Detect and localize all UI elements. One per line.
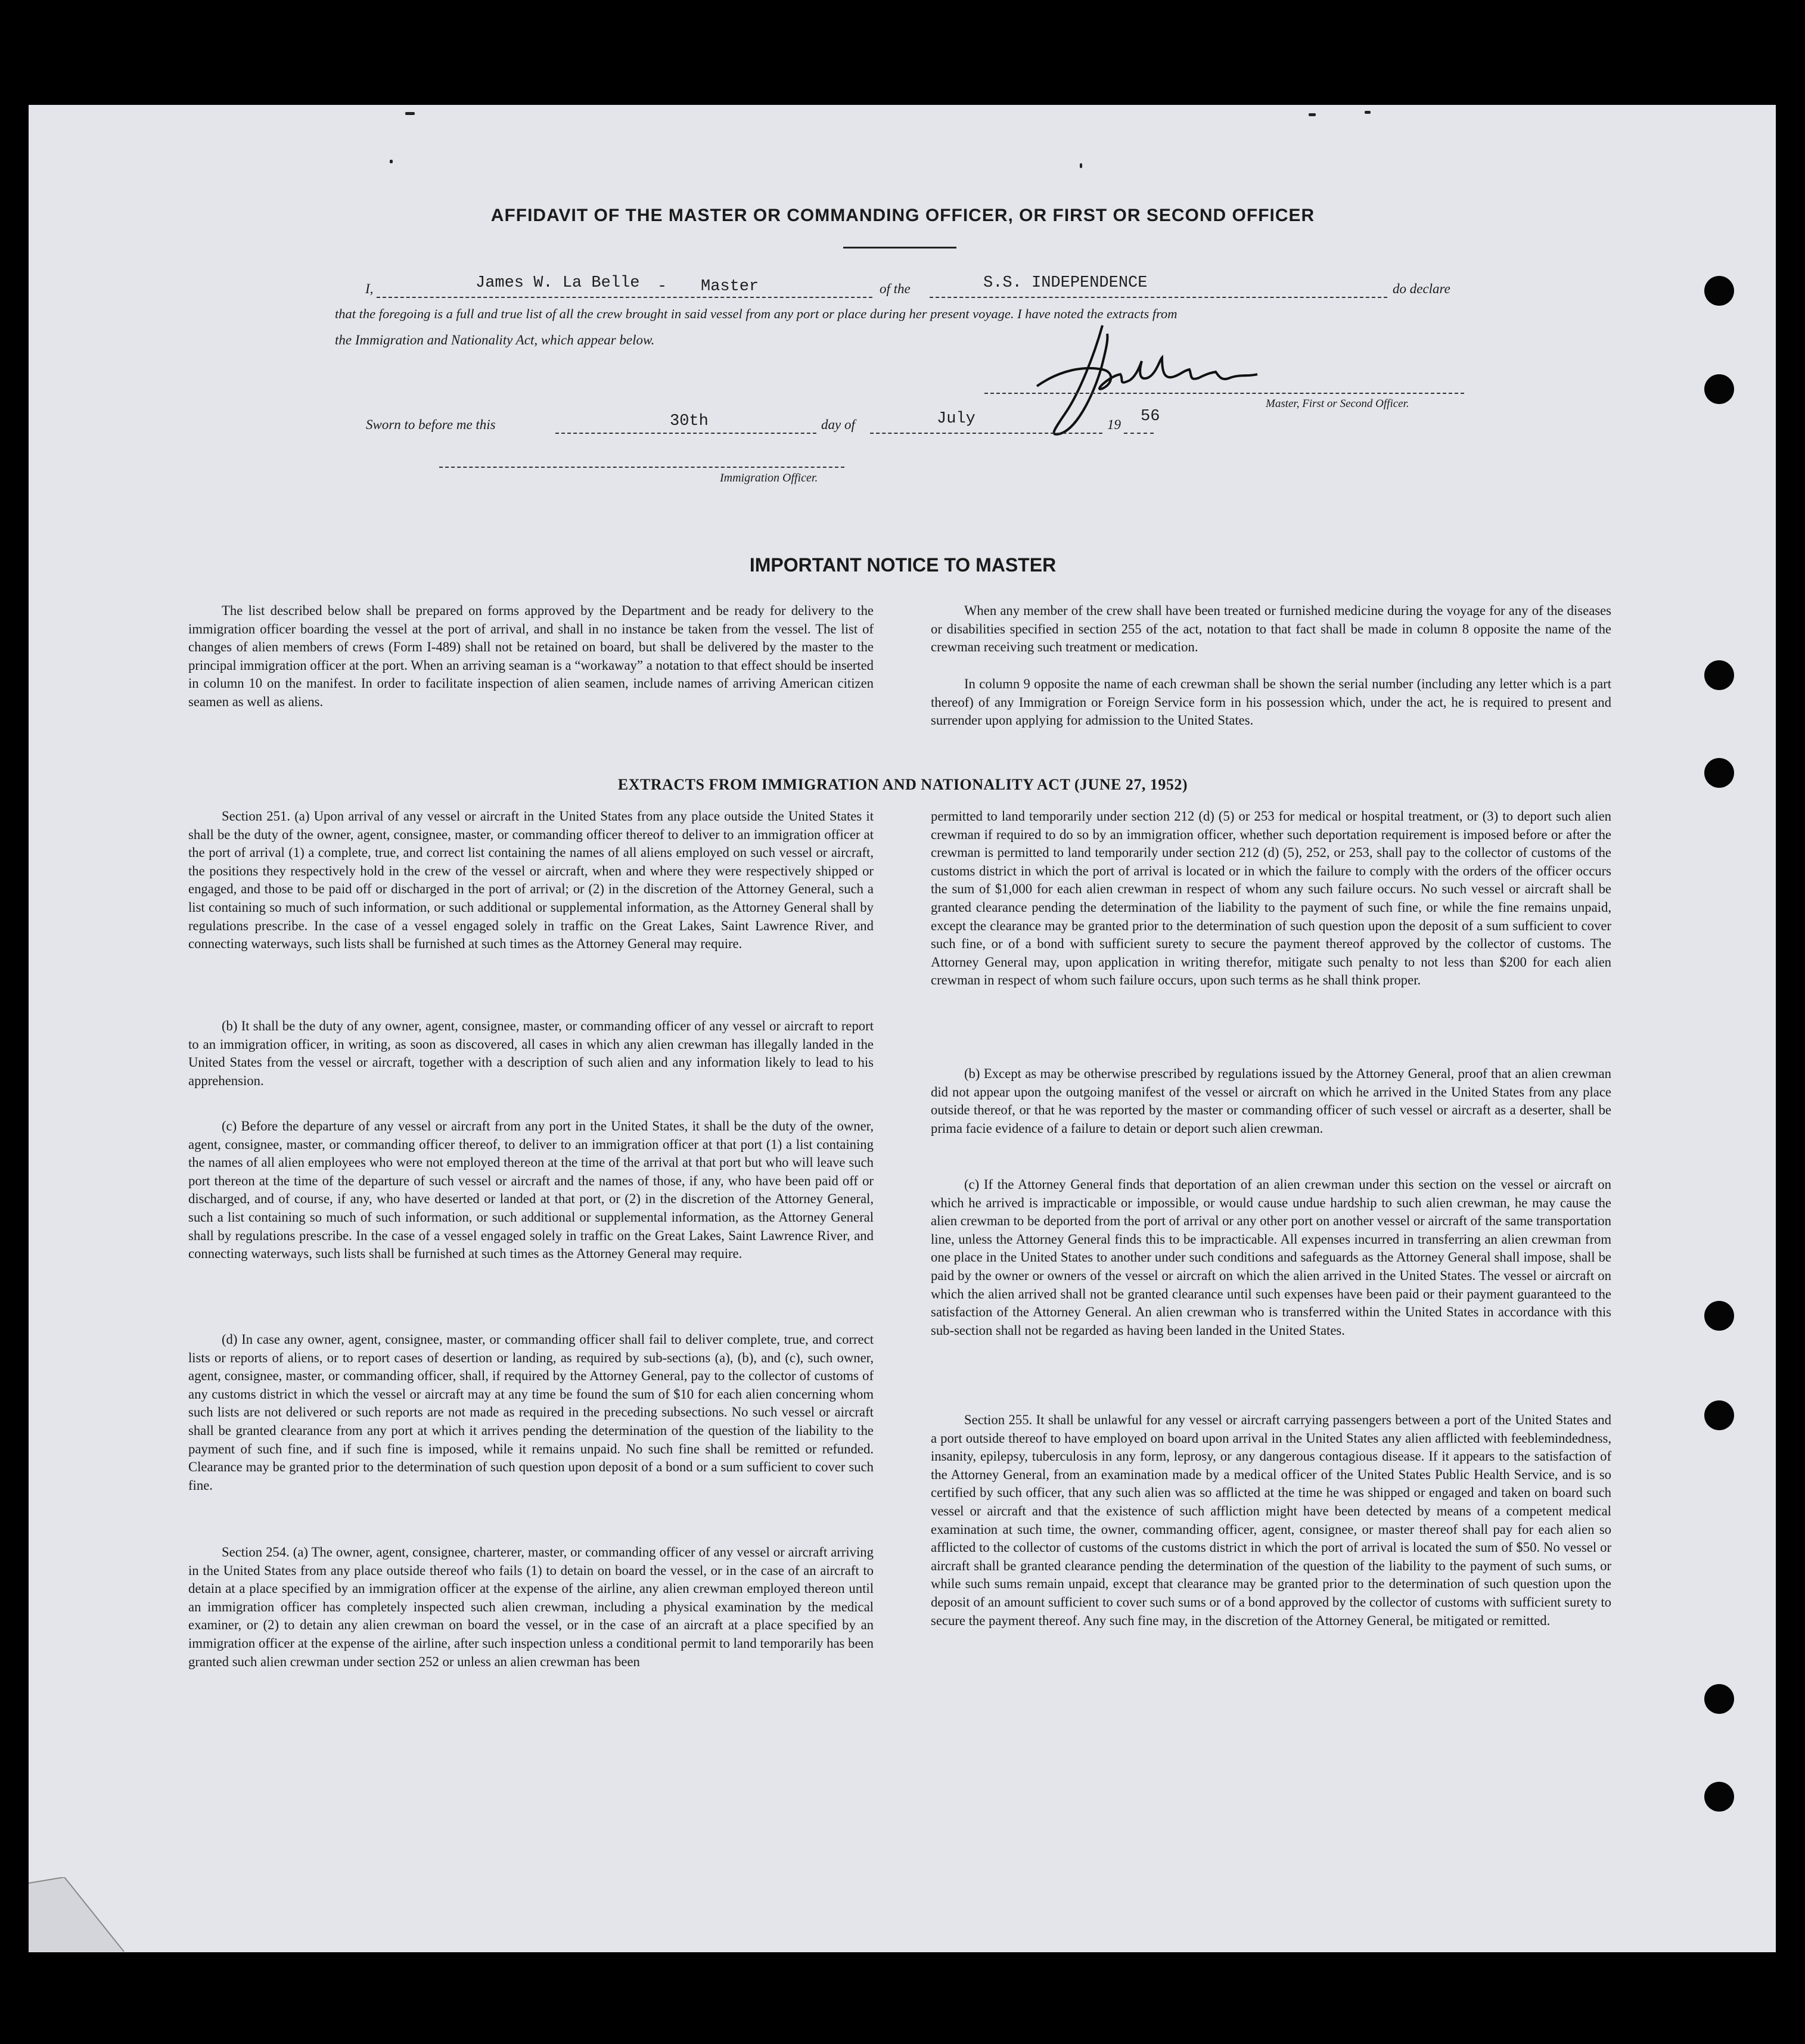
vessel-line	[930, 297, 1387, 298]
master-signature-line	[984, 393, 1464, 394]
do-declare-label: do declare	[1393, 281, 1450, 296]
section-251-c: (c) Before the departure of any vessel or aircraft from any port in the United States, it shall be the duty of the owner, agent, consignee, master, or commanding officer thereof, to deliver to an immigration officer at that port (1) a list containing the names of all alien employees who were not employed thereon at the time of the arrival at that port but who will leave such port thereon at the time of the departure of such vessel or aircraft and the names of those, if any, who have been paid off or discharged, and of course, if any, who have deserted or landed at that port, or (2) in the discretion of the Attorney General, such a list containing so much of such information, or such additional or supplemental information, as the Attorney General shall by regulations prescribe. In the case of a vessel engaged solely in traffic on the Great Lakes, Saint Lawrence River, and connecting waterways, such lists shall be furnished at such times as the Attorney General may require.	[188, 1119, 874, 1262]
section-251-a: Section 251. (a) Upon arrival of any vessel or aircraft in the United States from any place outside the United States it shall be the duty of the owner, agent, consignee, master, or commanding officer thereof to deliver to an immigration officer at the port of arrival (1) a complete, true, and correct list containing the names of all aliens employed on such vessel or aircraft, the positions they respectively hold in the crew of the vessel or aircraft, when and where they were respectively shipped or engaged, and those to be paid off or discharged in the port of arrival; or (2) in the discretion of the Attorney General, such a list containing so much of such information, or such additional or supplemental information, as the Attorney General shall by regulations prescribe. In the case of a vessel engaged solely in traffic on the Great Lakes, Saint Lawrence River, and connecting waterways, such lists shall be furnished at such times as the Attorney General may require.	[188, 809, 874, 952]
speck	[405, 112, 415, 115]
year-prefix: 19	[1107, 417, 1121, 432]
speck	[390, 160, 393, 163]
master-caption: Master, First or Second Officer.	[1266, 397, 1409, 410]
punch-hole	[1704, 758, 1734, 788]
officer-signature-line	[439, 467, 844, 468]
punch-hole	[1704, 276, 1734, 306]
month-line	[870, 433, 1102, 434]
affidavit-title: AFFIDAVIT OF THE MASTER OR COMMANDING OFFICER, OR FIRST OR SECOND OFFICER	[490, 206, 1315, 225]
year-line	[1124, 433, 1154, 434]
section-255: Section 255. It shall be unlawful for any vessel or aircraft carrying passengers between a port of the United States and a port outside thereof to have employed on board upon arrival in the United States any alien afflicted with feeblemindedness, insanity, epilepsy, tuberculosis in any form, leprosy, or any dangerous contagious disease. If it appears to the satisfaction of the Attorney General, from an examination made by a medical officer of the United States Public Health Service, and is so certified by such officer, that any such alien was so afflicted at the time he was shipped or engaged and taken on board such vessel or aircraft and that the existence of such affliction might have been detected by means of a competent medical examination at such time, the owner, commanding officer, agent, consignee, or master thereof shall pay for each alien so afflicted to the collector of customs of the customs district in which the port of arrival is located the sum of $50. No vessel or aircraft shall be granted clearance pending the determination of the question of the liability to the payment of such sums, or while such sums remain unpaid, except that clearance may be granted prior to the determination of such question upon the deposit of an amount sufficient to cover such sums or of a bond approved by the collector of customs with sufficient surety to secure the payment thereof. Any such fine may, in the discretion of the Attorney General, be mitigated or remitted.	[931, 1412, 1611, 1628]
section-254-a: Section 254. (a) The owner, agent, consignee, charterer, master, or commanding officer of any vessel or aircraft arriving in the United States from any place outside thereof who fails (1) to detain on board the vessel, or in the case of an aircraft to detain at a place specified by an immigration officer at the expense of the airline, any alien crewman employed thereon until an immigration officer has completely inspected such alien crewman, including a physical examination by the medical examiner, or (2) to detain any alien crewman on board the vessel, or in the case of an aircraft at a place specified by an immigration officer at the expense of the airline, after such inspection unless a conditional permit to land temporarily has been granted such alien crewman under section 252 or unless an alien crewman has been	[188, 1545, 874, 1669]
punch-hole	[1704, 374, 1734, 404]
speck	[1309, 113, 1316, 116]
sworn-label: Sworn to before me this	[366, 417, 496, 432]
sworn-day: 30th	[670, 412, 709, 430]
notice-title: IMPORTANT NOTICE TO MASTER	[749, 554, 1057, 576]
master-name: James W. La Belle	[476, 274, 640, 292]
day-of-label: day of	[821, 417, 855, 432]
master-dash: -	[657, 278, 667, 296]
title-rule	[843, 247, 956, 248]
declaration-line-2: that the foregoing is a full and true list of all the crew brought in said vessel from any port or place during her present voyage. I have noted the extracts from	[335, 306, 1178, 321]
punch-hole	[1704, 1782, 1734, 1812]
notice-right-paragraph-2: In column 9 opposite the name of each crewman shall be shown the serial number (including any letter which is a part thereof) of any Immigration or Foreign Service form in his possession which, under the act, he is required to present and surrender upon applying for admission to the United States.	[931, 676, 1611, 728]
line1-prefix: I,	[365, 281, 374, 296]
vessel-name: S.S. INDEPENDENCE	[983, 274, 1148, 292]
section-254-a-continued: permitted to land temporarily under section 212 (d) (5) or 253 for medical or hospital treatment, or (3) to deport such alien crewman if required to do so by an immigration officer, whether such deportation requirement is imposed before or after the crewman is permitted to land temporarily under section 212 (d) (5), 252, or 253, shall pay to the collector of customs of the customs district in which the port of arrival is located or in which the failure to comply with the orders of the officer occurs the sum of $1,000 for each alien crewman in respect of whom any such failure occurs. No such vessel or aircraft shall be granted clearance pending the determination of the liability to the payment of such fine, or while the fine remains unpaid, except the clearance may be granted prior to the determination of such question upon the deposit of a sum sufficient to cover such fine, or of a bond with sufficient surety to secure the payment thereof approved by the collector of customs. The Attorney General may, upon application in writing therefor, mitigate such penalty to not less than $200 for each alien crewman in respect of whom such failure occurs, upon such terms as he shall think proper.	[931, 809, 1611, 988]
section-251-d: (d) In case any owner, agent, consignee, master, or commanding officer shall fail to deliver complete, true, and correct lists or reports of aliens, or to report cases of desertion or landing, as required by sub-sections (a), (b), and (c), such owner, agent, consignee, master, or commanding officer, shall, if required by the Attorney General, pay to the collector of customs of any customs district in which the vessel or aircraft may at any time be found the sum of $10 for each alien concerning whom such lists are not delivered or such reports are not made as required in the preceding subsections. No such vessel or aircraft shall be granted clearance from any port at which it arrives pending the determination of the question of the liability to the payment of such fine, and if such fine is imposed, while it remains unpaid. No such fine shall be remitted or refunded. Clearance may be granted prior to the determination of such question upon deposit of a bond or a sum sufficient to cover such fine.	[188, 1332, 874, 1493]
section-254-b: (b) Except as may be otherwise prescribed by regulations issued by the Attorney General, proof that an alien crewman did not appear upon the outgoing manifest of the vessel or aircraft on which he arrived in the United States from any place outside thereof, or that he was reported by the master or commanding officer of such vessel or aircraft as a deserter, shall be prima facie evidence of a failure to detain or deport such alien crewman.	[931, 1066, 1611, 1136]
punch-hole	[1704, 1684, 1734, 1714]
speck	[1365, 111, 1371, 114]
sworn-year: 56	[1141, 408, 1160, 425]
sworn-month: July	[937, 410, 975, 428]
punch-hole	[1704, 660, 1734, 690]
day-line	[555, 433, 816, 434]
of-the-label: of the	[880, 281, 911, 296]
section-251-b: (b) It shall be the duty of any owner, agent, consignee, master, or commanding officer of any vessel or aircraft to report to an immigration officer, in writing, as soon as discovered, all cases in which any alien crewman has illegally landed in the United States from the vessel or aircraft, together with a description of such alien and any information likely to lead to his apprehension.	[188, 1018, 874, 1088]
punch-hole	[1704, 1400, 1734, 1430]
punch-hole	[1704, 1301, 1734, 1331]
notice-right-paragraph-1: When any member of the crew shall have been treated or furnished medicine during the voyage for any of the diseases or disabilities specified in section 255 of the act, notation to that fact shall be made in column 8 opposite the name of the crewman receiving such treatment or medication.	[931, 603, 1611, 655]
master-signature	[1013, 322, 1263, 441]
master-role: Master	[701, 278, 759, 296]
declaration-line-3: the Immigration and Nationality Act, which appear below.	[335, 333, 655, 347]
section-254-c: (c) If the Attorney General finds that deportation of an alien crewman under this section on the vessel or aircraft on which he arrived is impracticable or impossible, or would cause undue hardship to such alien crewman, he may cause the alien crewman to be deported from the port of arrival or any other port on another vessel or aircraft of the same transportation line, unless the Attorney General finds this to be impracticable. All expenses incurred in transferring an alien crewman from one place in the United States to another under such conditions and safeguards as the Attorney General shall impose, shall be paid by the owner or owners of the vessel or aircraft on which the alien arrived in the United States. The vessel or aircraft on which the alien arrived shall not be granted clearance until such expenses have been paid or their payment guaranteed to the satisfaction of the Attorney General. An alien crewman who is transferred within the United States in accordance with this sub-section shall not be regarded as having been landed in the United States.	[931, 1177, 1611, 1338]
folded-corner	[29, 1877, 130, 1955]
immigration-officer-caption: Immigration Officer.	[720, 471, 818, 484]
extracts-title: EXTRACTS FROM IMMIGRATION AND NATIONALITY ACT (JUNE 27, 1952)	[617, 776, 1188, 793]
notice-left-paragraph: The list described below shall be prepared on forms approved by the Department and be ready for delivery to the immigration officer boarding the vessel at the port of arrival, and shall in no instance be taken from the vessel. The list of changes of alien members of crews (Form I-489) shall not be retained on board, but shall be delivered by the master to the principal immigration officer at the port. When an arriving seaman is a “workaway” a notation to that effect should be inserted in column 10 on the manifest. In order to facilitate inspection of alien seamen, include names of arriving American citizen seamen as well as aliens.	[188, 603, 874, 709]
speck	[1080, 163, 1082, 168]
name-line	[377, 297, 872, 298]
